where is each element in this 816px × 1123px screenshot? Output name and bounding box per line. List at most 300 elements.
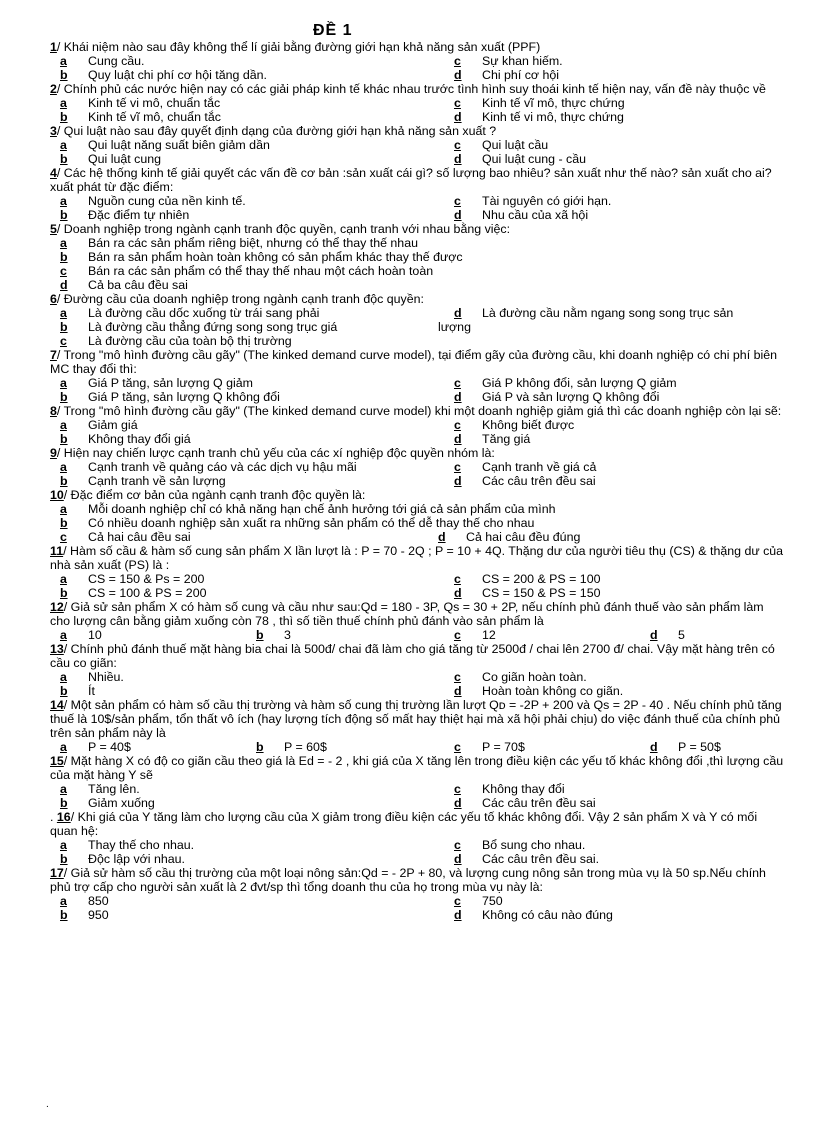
- footer-mark: .: [46, 1099, 49, 1110]
- answer-option[interactable]: [60, 796, 155, 810]
- option-letter: c: [454, 376, 461, 390]
- question-body: / Hiện nay chiến lược cạnh tranh chủ yếu của các xí nghiệp độc quyền nhóm là:: [56, 446, 495, 460]
- question-number: 6: [50, 292, 57, 306]
- answer-option[interactable]: [454, 684, 623, 698]
- option-row: [46, 474, 786, 488]
- question-prefix: .: [50, 810, 57, 824]
- option-text: Cạnh tranh về giá cả: [482, 460, 597, 474]
- option-letter: b: [60, 908, 68, 922]
- question-body: / Các hệ thống kinh tế giải quyết các vấn đề cơ bản :sản xuất cái gì? số lượng bao nhiêu? sản xuất như thế nào? sản xuất cho ai? xuất phát từ đặc điểm:: [50, 166, 772, 194]
- options: [46, 782, 786, 810]
- option-text: 5: [678, 628, 685, 642]
- option-continuation: lượng: [438, 320, 471, 334]
- question-7: [46, 348, 786, 404]
- question-10: [46, 488, 786, 544]
- option-text: Các câu trên đều sai: [482, 796, 596, 810]
- question-number: 7: [50, 348, 57, 362]
- option-text: P = 40$: [88, 740, 131, 754]
- option-letter: d: [454, 68, 462, 82]
- answer-option[interactable]: [60, 208, 189, 222]
- answer-option[interactable]: [60, 320, 337, 334]
- question-number: 8: [50, 404, 57, 418]
- option-letter: a: [60, 194, 67, 208]
- option-text: Ít: [88, 684, 95, 698]
- option-letter: a: [60, 572, 67, 586]
- answer-option[interactable]: [60, 194, 246, 208]
- options: [46, 460, 786, 488]
- answer-option[interactable]: [60, 684, 95, 698]
- option-text: Không biết được: [482, 418, 575, 432]
- question-number: 3: [50, 124, 57, 138]
- question-body: / Khái niệm nào sau đây không thể lí giải bằng đường giới hạn khả năng sản xuất (PPF): [56, 40, 541, 54]
- option-letter: b: [60, 390, 68, 404]
- option-letter: c: [454, 628, 461, 642]
- option-text: P = 70$: [482, 740, 525, 754]
- answer-option[interactable]: [60, 516, 534, 530]
- question-5: [46, 222, 786, 292]
- option-row: [46, 208, 786, 222]
- option-row: [46, 320, 786, 334]
- answer-option[interactable]: [454, 138, 548, 152]
- question-body: / Một sản phẩm có hàm số cầu thị trường và hàm số cung thị trường lần lượt Qᴅ = -2P + 200 và Qs = 2P - 40 . Nếu chính phủ tăng thuế là 10$/sản phẩm, tổn thất vô ích (hay lượng tích động số mất hay thiệt hại mà xã hội phải chịu) do việc đánh thuế của chính phủ trên sản phẩm này là: [50, 698, 782, 740]
- option-text: Bán ra sản phẩm hoàn toàn không có sản phẩm khác thay thế được: [88, 250, 463, 264]
- question-text: [46, 404, 786, 418]
- option-text: Tăng giá: [482, 432, 531, 446]
- option-text: Cả ba câu đều sai: [88, 278, 188, 292]
- answer-option[interactable]: [454, 586, 600, 600]
- option-row: [46, 68, 786, 82]
- answer-option[interactable]: [454, 572, 600, 586]
- option-row: [46, 334, 786, 348]
- answer-option[interactable]: [60, 782, 140, 796]
- question-8: [46, 404, 786, 446]
- answer-option[interactable]: [454, 432, 530, 446]
- answer-option[interactable]: [60, 852, 185, 866]
- option-row: [46, 250, 786, 264]
- answer-option[interactable]: [454, 628, 496, 642]
- answer-option[interactable]: [60, 264, 433, 278]
- option-row: [46, 432, 786, 446]
- option-letter: d: [438, 530, 446, 544]
- option-letter: c: [454, 670, 461, 684]
- option-text: Là đường cầu dốc xuống từ trái sang phải: [88, 306, 320, 320]
- question-body: / Chính phủ đánh thuế mặt hàng bia chai là 500đ/ chai đã làm cho giá tăng từ 2500đ / chai lên 2700 đ/ chai. Vậy mặt hàng trên có cầu co giãn:: [50, 642, 775, 670]
- answer-option[interactable]: [454, 894, 503, 908]
- answer-option[interactable]: [256, 740, 327, 754]
- option-text: Cả hai câu đều sai: [88, 530, 191, 544]
- option-letter: d: [650, 628, 658, 642]
- option-text: Nhu cầu của xã hội: [482, 208, 589, 222]
- answer-option[interactable]: [60, 586, 206, 600]
- option-letter: b: [60, 152, 68, 166]
- option-text: Các câu trên đều sai.: [482, 852, 600, 866]
- question-number: 13: [50, 642, 64, 656]
- answer-option[interactable]: [438, 530, 580, 544]
- answer-option[interactable]: [60, 460, 357, 474]
- options: [46, 138, 786, 166]
- options: [46, 628, 786, 642]
- option-text: Là đường cầu của toàn bộ thị trường: [88, 334, 292, 348]
- answer-option[interactable]: [454, 838, 585, 852]
- option-text: Đặc điểm tự nhiên: [88, 208, 190, 222]
- answer-option[interactable]: [60, 138, 270, 152]
- option-letter: c: [454, 418, 461, 432]
- options: [46, 838, 786, 866]
- question-body: / Trong "mô hình đường cầu gãy" (The kinked demand curve model) khi một doanh nghiệp giảm giá thì các doanh nghiệp còn lại sẽ:: [56, 404, 782, 418]
- option-row: [46, 54, 786, 68]
- question-body: / Đặc điểm cơ bản của ngành cạnh tranh độc quyền là:: [63, 488, 366, 502]
- question-14: [46, 698, 786, 754]
- options: [46, 894, 786, 922]
- option-letter: c: [454, 838, 461, 852]
- option-row: [46, 110, 786, 124]
- question-text: [46, 446, 786, 460]
- option-text: CS = 200 & PS = 100: [482, 572, 601, 586]
- option-text: Chi phí cơ hội: [482, 68, 559, 82]
- answer-option[interactable]: [60, 278, 188, 292]
- answer-option[interactable]: [60, 838, 194, 852]
- option-letter: d: [454, 684, 462, 698]
- option-row: [46, 908, 786, 922]
- option-text: Tăng lên.: [88, 782, 140, 796]
- answer-option[interactable]: [60, 152, 161, 166]
- option-letter: d: [60, 278, 68, 292]
- option-row: [46, 670, 786, 684]
- question-text: [46, 166, 786, 194]
- answer-option[interactable]: [60, 68, 267, 82]
- option-letter: c: [454, 460, 461, 474]
- option-row: [46, 838, 786, 852]
- option-letter: b: [256, 628, 264, 642]
- option-text: Kinh tế vĩ mô, chuẩn tắc: [88, 110, 221, 124]
- option-text: Quy luật chi phí cơ hội tăng dần.: [88, 68, 267, 82]
- option-row: [46, 152, 786, 166]
- answer-option[interactable]: [60, 96, 220, 110]
- options: [46, 740, 786, 754]
- option-row: [46, 572, 786, 586]
- option-letter: b: [60, 250, 68, 264]
- option-letter: d: [454, 390, 462, 404]
- option-letter: d: [454, 474, 462, 488]
- option-row: [46, 684, 786, 698]
- question-number: 2: [50, 82, 57, 96]
- option-text: Thay thế cho nhau.: [88, 838, 195, 852]
- option-text: Giá P không đổi, sản lượng Q giảm: [482, 376, 677, 390]
- option-text: 750: [482, 894, 503, 908]
- option-row: [46, 460, 786, 474]
- option-text: Kinh tế vi mô, chuẩn tắc: [88, 96, 221, 110]
- option-letter: b: [60, 796, 68, 810]
- answer-option[interactable]: [60, 334, 292, 348]
- option-letter: c: [454, 740, 461, 754]
- answer-option[interactable]: [454, 208, 588, 222]
- question-3: [46, 124, 786, 166]
- question-number: 17: [50, 866, 64, 880]
- option-text: Có nhiều doanh nghiệp sản xuất ra những sản phẩm có thể dễ thay thế cho nhau: [88, 516, 535, 530]
- answer-option[interactable]: [60, 250, 463, 264]
- question-body: / Chính phủ các nước hiện nay có các giải pháp kinh tế khác nhau trước tình hình suy thoái kinh tế hiện nay, vấn đề này thuộc về: [56, 82, 766, 96]
- answer-option[interactable]: [60, 54, 144, 68]
- question-text: [46, 82, 786, 96]
- answer-option[interactable]: [454, 110, 624, 124]
- option-text: CS = 150 & PS = 150: [482, 586, 601, 600]
- answer-option[interactable]: [454, 740, 525, 754]
- question-11: [46, 544, 786, 600]
- question-body: / Đường cầu của doanh nghiệp trong ngành cạnh tranh độc quyền:: [56, 292, 424, 306]
- answer-option[interactable]: [60, 502, 555, 516]
- option-text: Bổ sung cho nhau.: [482, 838, 586, 852]
- option-letter: a: [60, 54, 67, 68]
- answer-option[interactable]: [60, 530, 191, 544]
- question-text: [46, 754, 786, 782]
- option-text: Không thay đổi: [482, 782, 565, 796]
- question-text: [46, 222, 786, 236]
- option-letter: d: [454, 152, 462, 166]
- option-text: Cả hai câu đều đúng: [466, 530, 581, 544]
- answer-option[interactable]: [60, 236, 418, 250]
- option-letter: c: [454, 138, 461, 152]
- option-letter: a: [60, 306, 67, 320]
- answer-option[interactable]: [454, 194, 611, 208]
- option-letter: a: [60, 502, 67, 516]
- question-6: [46, 292, 786, 348]
- option-letter: d: [454, 208, 462, 222]
- option-letter: b: [60, 474, 68, 488]
- option-letter: c: [454, 54, 461, 68]
- question-number: 16: [56, 810, 71, 824]
- option-row: [46, 236, 786, 250]
- option-letter: a: [60, 670, 67, 684]
- question-number: 10: [50, 488, 64, 502]
- answer-option[interactable]: [454, 670, 587, 684]
- options: [46, 572, 786, 600]
- question-text: [46, 292, 786, 306]
- option-text: Độc lập với nhau.: [88, 852, 185, 866]
- option-letter: d: [454, 110, 462, 124]
- option-text: Hoàn toàn không co giãn.: [482, 684, 624, 698]
- option-letter: a: [60, 628, 67, 642]
- option-letter: c: [454, 782, 461, 796]
- answer-option[interactable]: [60, 740, 131, 754]
- options: [46, 306, 786, 348]
- question-number: 12: [50, 600, 64, 614]
- option-text: Qui luật cầu: [482, 138, 549, 152]
- answer-option[interactable]: [454, 852, 599, 866]
- question-body: / Giả sử hàm số cầu thị trường của một loại nông sản:Qd = - 2P + 80, và lượng cung nông sản trong mùa vụ là 50 sp.Nếu chính phủ trợ cấp cho người sản xuất là 2 đvt/sp thì tổng doanh thu của họ trong mùa vụ này là:: [50, 866, 766, 894]
- option-letter: c: [60, 530, 67, 544]
- option-letter: c: [454, 96, 461, 110]
- option-row: [46, 516, 786, 530]
- answer-option[interactable]: [60, 432, 191, 446]
- question-body: / Hàm số cầu & hàm số cung sản phẩm X lần lượt là : P = 70 - 2Q ; P = 10 + 4Q. Thặng dư của người tiêu thụ (CS) & thặng dư của nhà sản xuất (PS) là :: [50, 544, 784, 572]
- question-1: [46, 40, 786, 82]
- option-letter: b: [60, 208, 68, 222]
- option-row: [46, 628, 786, 642]
- option-text: Không có câu nào đúng: [482, 908, 613, 922]
- option-letter: b: [60, 516, 68, 530]
- answer-option[interactable]: [60, 306, 319, 320]
- option-text: Là đường cầu thẳng đứng song song trục giá: [88, 320, 338, 334]
- option-letter: a: [60, 782, 67, 796]
- answer-option[interactable]: [650, 628, 685, 642]
- option-letter: a: [60, 740, 67, 754]
- option-letter: c: [60, 264, 67, 278]
- question-number: 15: [50, 754, 64, 768]
- option-row: [46, 390, 786, 404]
- option-letter: b: [60, 852, 68, 866]
- options: [46, 502, 786, 544]
- option-text: Giá P tăng, sản lượng Q không đổi: [88, 390, 280, 404]
- option-text: 950: [88, 908, 109, 922]
- question-list: [46, 40, 786, 922]
- option-letter: a: [60, 236, 67, 250]
- option-row: [46, 278, 786, 292]
- answer-option[interactable]: [60, 670, 124, 684]
- question-body: / Mặt hàng X có độ co giãn cầu theo giá là Ed = - 2 , khi giá của X tăng lên trong điều kiện các yếu tố khác không đổi ,thì lượng cầu của mặt hàng Y sẽ: [50, 754, 784, 782]
- options: [46, 418, 786, 446]
- option-text: Giá P và sản lượng Q không đổi: [482, 390, 660, 404]
- option-letter: a: [60, 418, 67, 432]
- option-letter: b: [60, 110, 68, 124]
- question-text: [46, 642, 786, 670]
- option-text: CS = 100 & PS = 200: [88, 586, 207, 600]
- answer-option[interactable]: [454, 376, 677, 390]
- option-text: Nguồn cung của nền kinh tế.: [88, 194, 246, 208]
- question-body: / Doanh nghiệp trong ngành cạnh tranh độc quyền, cạnh tranh với nhau bằng việc:: [56, 222, 511, 236]
- option-letter: b: [60, 432, 68, 446]
- option-text: Giảm xuống: [88, 796, 155, 810]
- option-text: Bán ra các sản phẩm có thể thay thế nhau một cách hoàn toàn: [88, 264, 434, 278]
- option-text: Nhiều.: [88, 670, 124, 684]
- question-9: [46, 446, 786, 488]
- exam-title: ĐỀ 1: [313, 22, 353, 39]
- question-12: [46, 600, 786, 642]
- option-letter: c: [454, 572, 461, 586]
- option-letter: d: [454, 852, 462, 866]
- question-number: 11: [50, 544, 64, 558]
- option-letter: c: [454, 194, 461, 208]
- question-number: 14: [50, 698, 64, 712]
- question-body: / Qui luật nào sau đây quyết định dạng của đường giới hạn khả năng sản xuất ?: [56, 124, 497, 138]
- option-row: [46, 796, 786, 810]
- option-row: [46, 740, 786, 754]
- option-letter: a: [60, 838, 67, 852]
- answer-option[interactable]: [454, 68, 559, 82]
- option-row: [46, 376, 786, 390]
- option-letter: b: [60, 68, 68, 82]
- option-text: Các câu trên đều sai: [482, 474, 596, 488]
- options: [46, 54, 786, 82]
- option-text: 3: [284, 628, 291, 642]
- option-row: [46, 96, 786, 110]
- options: [46, 96, 786, 124]
- option-letter: c: [454, 894, 461, 908]
- option-text: Giảm giá: [88, 418, 138, 432]
- answer-option[interactable]: [454, 54, 563, 68]
- option-text: Qui luật năng suất biên giảm dần: [88, 138, 270, 152]
- answer-option[interactable]: [256, 628, 291, 642]
- answer-option[interactable]: [60, 376, 253, 390]
- answer-option[interactable]: [60, 894, 109, 908]
- option-row: [46, 586, 786, 600]
- option-letter: b: [60, 320, 68, 334]
- answer-option[interactable]: [454, 390, 659, 404]
- option-text: Không thay đổi giá: [88, 432, 191, 446]
- option-text: Kinh tế vĩ mô, thực chứng: [482, 96, 625, 110]
- option-text: Giá P tăng, sản lượng Q giảm: [88, 376, 253, 390]
- option-row: [46, 894, 786, 908]
- option-text: Cung cầu.: [88, 54, 145, 68]
- option-letter: d: [454, 586, 462, 600]
- question-4: [46, 166, 786, 222]
- answer-option[interactable]: [60, 908, 109, 922]
- answer-option[interactable]: [60, 628, 102, 642]
- option-letter: b: [60, 586, 68, 600]
- answer-option[interactable]: [454, 460, 596, 474]
- question-16: [46, 810, 786, 866]
- question-text: [46, 488, 786, 502]
- question-number: 1: [50, 40, 57, 54]
- answer-option[interactable]: [60, 474, 226, 488]
- option-text: 10: [88, 628, 102, 642]
- option-row: [46, 530, 786, 544]
- question-text: [46, 866, 786, 894]
- option-text: P = 60$: [284, 740, 327, 754]
- option-row: [46, 138, 786, 152]
- answer-option[interactable]: [454, 782, 565, 796]
- option-letter: d: [454, 306, 462, 320]
- option-letter: d: [454, 432, 462, 446]
- answer-option[interactable]: [454, 306, 733, 320]
- question-text: [46, 544, 786, 572]
- option-letter: d: [650, 740, 658, 754]
- option-text: Co giãn hoàn toàn.: [482, 670, 587, 684]
- answer-option[interactable]: [60, 110, 221, 124]
- option-row: [46, 264, 786, 278]
- option-letter: d: [454, 796, 462, 810]
- question-number: 5: [50, 222, 57, 236]
- option-letter: a: [60, 376, 67, 390]
- question-body: / Khi giá của Y tăng làm cho lượng cầu của X giảm trong điều kiện các yếu tố khác không đổi. Vậy 2 sản phẩm X và Y có mối quan hệ:: [50, 810, 758, 838]
- option-text: 850: [88, 894, 109, 908]
- answer-option[interactable]: [60, 418, 138, 432]
- option-letter: a: [60, 894, 67, 908]
- option-text: 12: [482, 628, 496, 642]
- option-text: Mỗi doanh nghiệp chỉ có khả năng hạn chế ảnh hưởng tới giá cả sản phẩm của mình: [88, 502, 556, 516]
- answer-option[interactable]: [454, 474, 596, 488]
- question-body: / Giả sử sản phẩm X có hàm số cung và cầu như sau:Qd = 180 - 3P, Qs = 30 + 2P, nếu chính phủ đánh thuế vào sản phẩm làm cho lượng cân bằng giảm xuống còn 78 , thì số tiền thuế chính phủ đánh vào sản phẩm là: [50, 600, 764, 628]
- option-text: Kinh tế vi mô, thực chứng: [482, 110, 624, 124]
- option-letter: d: [454, 908, 462, 922]
- answer-option[interactable]: [454, 96, 625, 110]
- answer-option[interactable]: [454, 418, 574, 432]
- option-text: Tài nguyên có giới hạn.: [482, 194, 612, 208]
- option-letter: b: [256, 740, 264, 754]
- option-text: Qui luật cung - cầu: [482, 152, 587, 166]
- question-text: [46, 124, 786, 138]
- answer-option[interactable]: [454, 908, 613, 922]
- answer-option[interactable]: [454, 152, 586, 166]
- answer-option[interactable]: [650, 740, 721, 754]
- options: [46, 236, 786, 292]
- answer-option[interactable]: [454, 796, 596, 810]
- answer-option[interactable]: [60, 572, 204, 586]
- answer-option[interactable]: [60, 390, 280, 404]
- option-letter: c: [60, 334, 67, 348]
- question-text: [46, 40, 786, 54]
- option-row: [46, 782, 786, 796]
- option-text: Sự khan hiếm.: [482, 54, 563, 68]
